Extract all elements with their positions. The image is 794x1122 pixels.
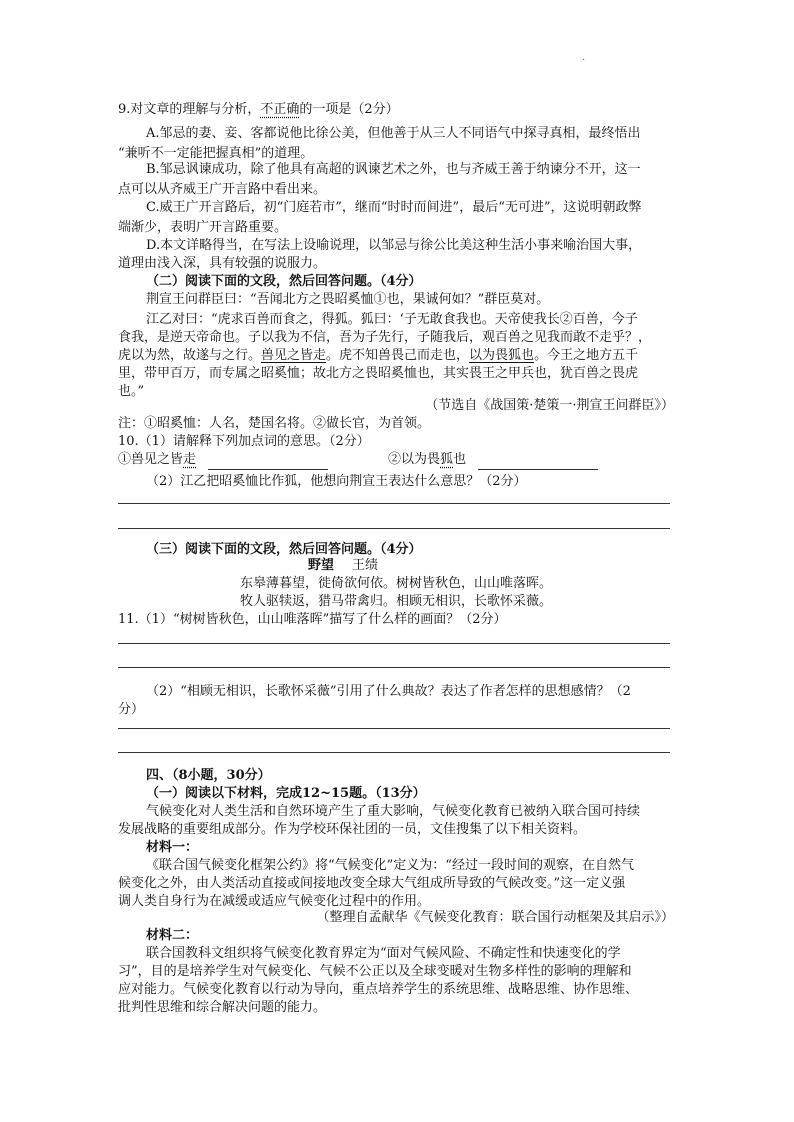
sec2-para-5: 里，带甲百万，而专属之昭奚恤；故北方之畏昭奚恤也，其实畏王之甲兵也，犹百兽之畏虎	[118, 366, 639, 381]
material-1-source: （整理自孟献华《气候变化教育：联合国行动框架及其启示》）	[316, 910, 674, 925]
sec3-heading: （三）阅读下面的文段，然后回答问题。（4分）	[146, 542, 422, 557]
poem-author: 王绩	[352, 558, 379, 573]
q9-option-a: A.邹忌的妻、妾、客都说他比徐公美，但他善于从三人不同语气中探寻真相，最终悟出	[146, 126, 641, 141]
poem-title-line	[308, 556, 468, 576]
sec2-source: （节选自《战国策·楚策一·荆宣王问群臣》）	[425, 398, 674, 413]
sec2-para-6: 也。”	[118, 384, 145, 399]
material-2-line-2: 习”，目的是培养学生对气候变化、气候不公正以及全球变暖对生物多样性的影响的理解和	[118, 964, 632, 979]
q9-option-b-cont: 点可以从齐威王广开言路中看出来。	[118, 182, 327, 197]
sec2-para-1: 荆宣王问群臣曰：“吾闻北方之畏昭奚恤①也，果诚何如？”群臣莫对。	[146, 292, 550, 307]
q11-part2-cont: 分）	[118, 702, 145, 717]
q9-option-c: C.威王广开言路后，初“门庭若市”，继而“时时而间进”，最后“无可进”，这说明朝政弊	[146, 200, 642, 215]
sec2-para-4: 虎以为然，故遂与之行。兽见之皆走。虎不知兽畏己而走也，以为畏狐也。今王之地方五千	[118, 348, 639, 363]
poem-line-1: 东皋薄暮望，徙倚欲何依。树树皆秋色，山山唯落晖。	[240, 576, 553, 591]
sec4-heading: 四、（8小题，30分）	[146, 768, 271, 783]
material-1-title: 材料一：	[146, 840, 199, 855]
q9-stem-emphasis: 不正确	[260, 102, 300, 117]
q10-part1: 10.（1）请解释下列加点词的意思。（2分）	[118, 434, 370, 449]
q9-option-c-cont: 端渐少，表明广开言路重要。	[118, 220, 288, 235]
q9-option-a-cont: “兼听不一定能把握真相”的道理。	[118, 146, 314, 161]
dotted-word-1: 走	[183, 452, 197, 467]
material-2-line-3: 应对能力。气候变化教育以行动为导向，重点培养学生的系统思维、战略思维、协作思维、	[118, 982, 639, 997]
answer-line[interactable]	[118, 528, 670, 529]
sec4-intro-2: 发展战略的重要组成部分。作为学校环保社团的一员，文佳搜集了以下相关资料。	[118, 822, 587, 837]
q10-items: ①兽见之皆走 ②以为畏狐也	[118, 450, 674, 470]
answer-line[interactable]	[118, 503, 670, 504]
q9-stem: 9.对文章的理解与分析，不正确的一项是（2分）	[118, 102, 399, 117]
material-2-title: 材料二：	[146, 928, 199, 943]
underlined-phrase-1: 兽见之皆走	[261, 348, 327, 363]
answer-blank-1[interactable]	[208, 455, 328, 470]
answer-line[interactable]	[118, 667, 670, 668]
underlined-phrase-2: 以为畏狐也	[469, 348, 535, 363]
q9-option-d-cont: 道理由浅入深，具有较强的说服力。	[118, 256, 327, 271]
material-2-line-1: 联合国教科文组织将气候变化教育界定为“面对气候风险、不确定性和快速变化的学	[146, 946, 621, 961]
sec2-para-3: 食我，是逆天帝命也。子以我为不信，吾为子先行，子随我后，观百兽之见我而敢不走乎？，	[118, 330, 652, 345]
sec4-subheading: （一）阅读以下材料，完成12~15题。（13分）	[146, 786, 426, 801]
answer-line[interactable]	[118, 643, 670, 644]
q11-part1: 11.（1）“树树皆秋色，山山唯落晖”描写了什么样的画面？（2分）	[118, 612, 507, 627]
header-mark: .	[582, 52, 586, 63]
q9-option-b: B.邹忌讽谏成功，除了他具有高超的讽谏艺术之外，也与齐威王善于纳谏分不开，这一	[146, 162, 641, 177]
material-1-line-3: 调人类自身行为在减缓或适应气候变化过程中的作用。	[118, 894, 431, 909]
material-1-line-2: 候变化之外，由人类活动直接或间接地改变全球大气组成所导致的气候改变。”这一定义强	[118, 876, 626, 891]
poem-title: 野望	[308, 558, 335, 573]
material-1-line-1: 《联合国气候变化框架公约》将“气候变化”定义为：“经过一段时间的观察，在自然气	[146, 858, 634, 873]
dotted-word-2: 狐	[440, 452, 454, 467]
answer-blank-2[interactable]	[478, 455, 598, 470]
poem-line-2: 牧人驱犊返，猎马带禽归。相顾无相识，长歌怀采薇。	[240, 594, 553, 609]
q10-part2: （2）江乙把昭奚恤比作狐，他想向荆宣王表达什么意思？（2分）	[146, 474, 527, 489]
q11-part2: （2）“相顾无相识，长歌怀采薇”引用了什么典故？表达了作者怎样的思想感情？（2	[146, 684, 631, 699]
answer-line[interactable]	[118, 752, 670, 753]
sec4-intro-1: 气候变化对人类生活和自然环境产生了重大影响，气候变化教育已被纳入联合国可持续	[146, 804, 641, 819]
answer-line[interactable]	[118, 728, 670, 729]
sec2-note: 注：①昭奚恤：人名，楚国名将。②做长官，为首领。	[118, 416, 431, 431]
material-2-line-4: 批判性思维和综合解决问题的能力。	[118, 1000, 327, 1015]
q9-option-d: D.本文详略得当，在写法上设喻说理，以邹忌与徐公比美这种生活小事来喻治国大事，	[146, 238, 642, 253]
sec2-heading: （二）阅读下面的文段，然后回答问题。（4分）	[146, 274, 422, 289]
sec2-para-2: 江乙对曰：“虎求百兽而食之，得狐。狐曰：‘子无敢食我也。天帝使我长②百兽，今子	[146, 312, 638, 327]
